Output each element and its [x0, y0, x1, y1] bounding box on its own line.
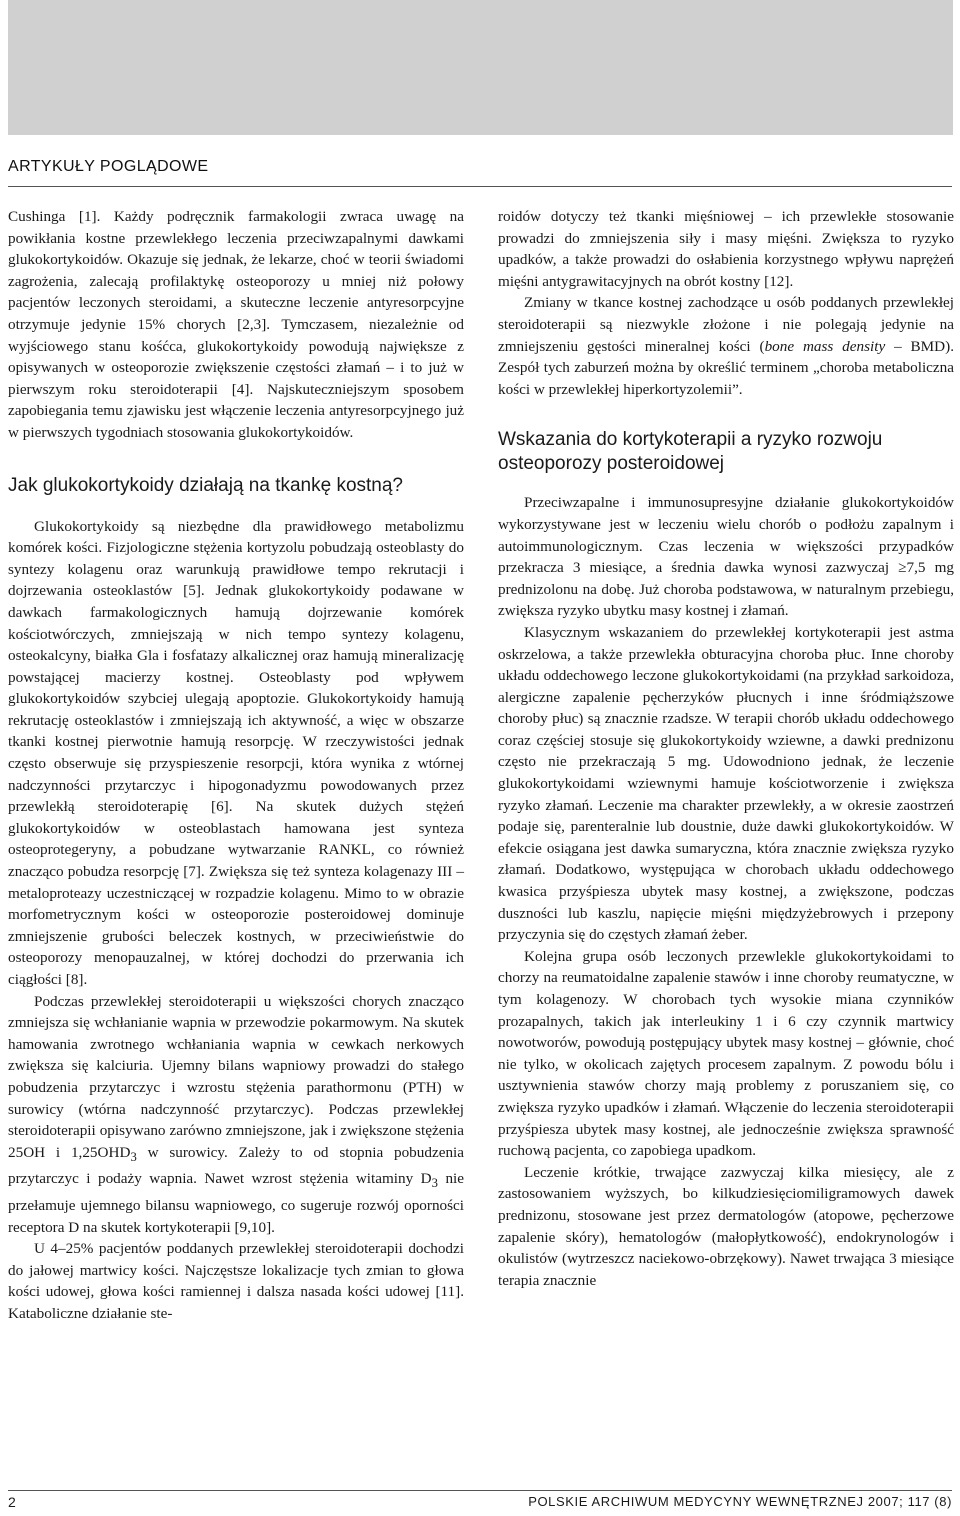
right-paragraph-5: Kolejna grupa osób leczonych przewlekle glukokortykoidami to chorzy na reumatoidalne zapalenie stawów i inne choroby reumatyczne, w tym kolagenozy. W chorobach tych wysokie miana czynników prozapalnych, takich jak interleukiny 1 i 6 czy czynnik martwicy nowotworów, powodują postępujący ubytek masy kostnej – głównie, choć nie tylko, w okolicach zajętych procesem zapalnym. Z powodu bólu i usztywnienia stawów chorzy mają problemy z poruszaniem się, co zwiększa ryzyko upadków i złamań. Włączenie do leczenia steroidoterapii przyśpiesza ubytek masy kostnej, ale jednocześnie zwiększa sprawność ruchową pacjenta, co zapobiega upadkom.: [498, 947, 954, 1160]
right-paragraph-2-text-a: Zmiany w tkance kostnej zachodzące u osób poddanych przewlekłej steroidoterapii są niezwykle złożone i nie polegają jedynie na zmniejszeniu gęstości mineralnej kości (: [498, 294, 954, 355]
section-heading-indications: Wskazania do kortykoterapii a ryzyko rozwoju osteoporozy posteroidowej: [498, 429, 883, 475]
right-paragraph-2-text-b: – BMD). Zespół tych zaburzeń można by określić terminem „choroba metaboliczna kości w przewlekłej hiperkortyzolemii”.: [498, 337, 954, 398]
left-paragraph-3: [8, 991, 464, 1239]
footer-rule: [8, 1490, 952, 1491]
right-paragraph-6: Leczenie krótkie, trwające zazwyczaj kilka miesięcy, ale z zastosowaniem wyższych, bo kilkudziesięciomiligramowych dawek prednizonu, stosowane jest przez dermatologów (atopowe, pęcherzowe zapalenie skóry), hematologów (małopłytkowość), endokrynologów i okulistów (wytrzeszcz naciekowo-obrzękowy). Nawet trwająca 3 miesiące terapia znacznie: [498, 1163, 954, 1289]
right-paragraph-4: Klasycznym wskazaniem do przewlekłej kortykoterapii jest astma oskrzelowa, a także przewlekła obturacyjna choroba płuc. Inne choroby układu oddechowego leczone glukokortykoidami (na przykład sarkoidoza, alergiczne zapalenie pęcherzyków płucnych i inne śródmiąższowe choroby płuc) są znacznie rzadsze. W terapii chorób układu oddechowego coraz częściej stosuje się glukokortykoidy wziewne, a dawki prednizonu często nie przekraczają 5 mg. Udowodniono jednak, że leczenie glukokortykoidami wziewnymi hamuje kościotworzenie i zwiększa ryzyko złamań. Leczenie ma charakter przewlekły, a w okresie zaostrzeń podaje się, parenteralnie lub doustnie, duże dawki glukokortykoidów. W efekcie osiągana jest dawka sumaryczna, która znacznie zwiększa ryzyko złamań. Dodatkowo, występująca w chorobach układu oddechowego kwasica przyśpiesza ubytek masy kostnej, a zwiększone, podczas duszności lub kaszlu, napięcie mięśni międzyżebrowych i przepony przyczynia się do częstych złamań żeber.: [498, 623, 954, 944]
section-heading-mechanism: Jak glukokortykoidy działają na tkankę kostną?: [8, 474, 404, 496]
left-paragraph-1: Cushinga [1]. Każdy podręcznik farmakologii zwraca uwagę na powikłania kostne przewlekłego leczenia przeciwzapalnymi dawkami glukokortykoidów. Okazuje się jednak, że lekarze, choć w teorii świadomi zagrożenia, zalecają profilaktykę osteoporozy u mniej niż połowy pacjentów leczonych steroidami, a skuteczne leczenie antyresorpcyjne otrzymuje jedynie 15% chorych [2,3]. Tymczasem, niezależnie od wyjściowego stanu kośćca, glukokortykoidy powodują największe z opisywanych w osteoporozie zwiększenie częstości złamań – i to już w pierwszym roku steroidoterapii [4]. Najskuteczniejszym sposobem zapobiegania temu zjawisku jest włączenie leczenia antyresorpcyjnego już w pierwszych tygodniach stosowania glukokortykoidów.: [8, 208, 464, 441]
header-color-band: [8, 0, 953, 135]
left-paragraph-3-text-c: nie przełamuje ujemnego bilansu wapniowego, co sugeruje rozwój oporności receptora D na skutek kortykoterapii [9,10].: [8, 1170, 465, 1236]
left-paragraph-2: Glukokortykoidy są niezbędne dla prawidłowego metabolizmu komórek kości. Fizjologiczne stężenia kortyzolu pobudzają osteoblasty do syntezy kolagenu oraz warunkują prawidłowe tempo rekrutacji i dojrzewania osteoklastów [5]. Jednak glukokortykoidy podawane w dawkach farmakologicznych hamują dojrzewanie komórek kościotwórczych, zmniejszają w nich tempo syntezy kolagenu, osteokalcyny, białka Gla i fosfatazy alkalicznej oraz hamują mineralizację powstającej macierzy kostnej. Osteoblasty pod wpływem glukokortykoidów szybciej ulegają apoptozie. Glukokortykoidy hamują rekrutację osteoklastów i zmniejszają ich aktywność, a więc w obszarze tkanki kostnej pierwotnie hamują resorpcję. W rzeczywistości jednak często obserwuje się przyspieszenie resorpcji, która wynika z wtórnej nadczynności przytarczyc i hipogonadyzmu powodowanych przez przewlekłą steroidoterapię [6]. Na skutek dużych stężeń glukokortykoidów w osteoblastach hamowana jest synteza osteoprotegeryny, a pobudzane wytwarzanie RANKL, co również znacząco pobudza resorpcję [7]. Zwiększa się też synteza kolagenazy III – metaloproteazy uczestniczącej w rozpadzie kolagenu. Mimo to w obrazie morfometrycznym kości w osteoporozie posteroidowej dominuje zmniejszenie grubości beleczek kostnych, w przeciwieństwie do osteoporozy menopauzalnej, w której dochodzi do przerwania ich ciągłości [8].: [8, 517, 464, 988]
journal-name: POLSKIE ARCHIWUM MEDYCYNY WEWNĘTRZNEJ 2007; 117 (8): [528, 1494, 952, 1509]
bmd-term: bone mass density: [764, 337, 886, 355]
left-paragraph-3-text-b: w surowicy. Zależy to od stopnia pobudzenia przytarczyc i podaży wapnia. Nawet wzrost stężenia witaminy D: [8, 1143, 465, 1188]
left-paragraph-3-text-a: Podczas przewlekłej steroidoterapii u większości chorych znacząco zmniejsza się wchłanianie wapnia w przewodzie pokarmowym. Na skutek hamowania zwrotnego wchłaniania wapnia w cewkach nerkowych zwiększa się kalciuria. Ujemny bilans wapniowy prowadzi do stałego pobudzenia przytarczyc i wzrostu stężenia parathormonu (PTH) w surowicy (wtórna nadczynność przytarczyc). Podczas przewlekłej steroidoterapii opisywano zarówno zmniejszone, jak i zwiększone stężenia 25OH i 1,25OHD: [8, 992, 464, 1161]
right-paragraph-2: [498, 292, 954, 400]
page-number: 2: [8, 1494, 16, 1510]
subscript-3b: 3: [431, 1176, 438, 1191]
header-rule: [8, 186, 952, 187]
right-column: [498, 206, 954, 1291]
right-paragraph-1: roidów dotyczy też tkanki mięśniowej – ich przewlekłe stosowanie prowadzi do zmniejszenia siły i masy mięśni. Zwiększa to ryzyko upadków, a także prowadzi do osłabienia korzystnego wpływu naprężeń mięśni antygrawitacyjnych na obrót kostny [12].: [498, 208, 954, 290]
subscript-3: 3: [130, 1149, 137, 1164]
left-column: [8, 206, 464, 1325]
section-label: ARTYKUŁY POGLĄDOWE: [8, 158, 209, 175]
right-paragraph-3: Przeciwzapalne i immunosupresyjne działanie glukokortykoidów wykorzystywane jest w leczeniu wielu chorób o podłożu zapalnym i autoimmunologicznym. Czas leczenia w większości przypadków przekracza 3 miesiące, a średnia dawka wynosi zazwyczaj ≥7,5 mg prednizolonu na dobę. Już choroba podstawowa, w naturalnym przebiegu, zwiększa ryzyko ubytku masy kostnej i złamań.: [498, 494, 954, 620]
left-paragraph-4: U 4–25% pacjentów poddanych przewlekłej steroidoterapii dochodzi do jałowej martwicy kości. Najczęstsze lokalizacje tych zmian to głowa kości udowej, głowa kości ramiennej i dalsza nasada kości udowej [11]. Kataboliczne działanie ste-: [8, 1240, 464, 1322]
